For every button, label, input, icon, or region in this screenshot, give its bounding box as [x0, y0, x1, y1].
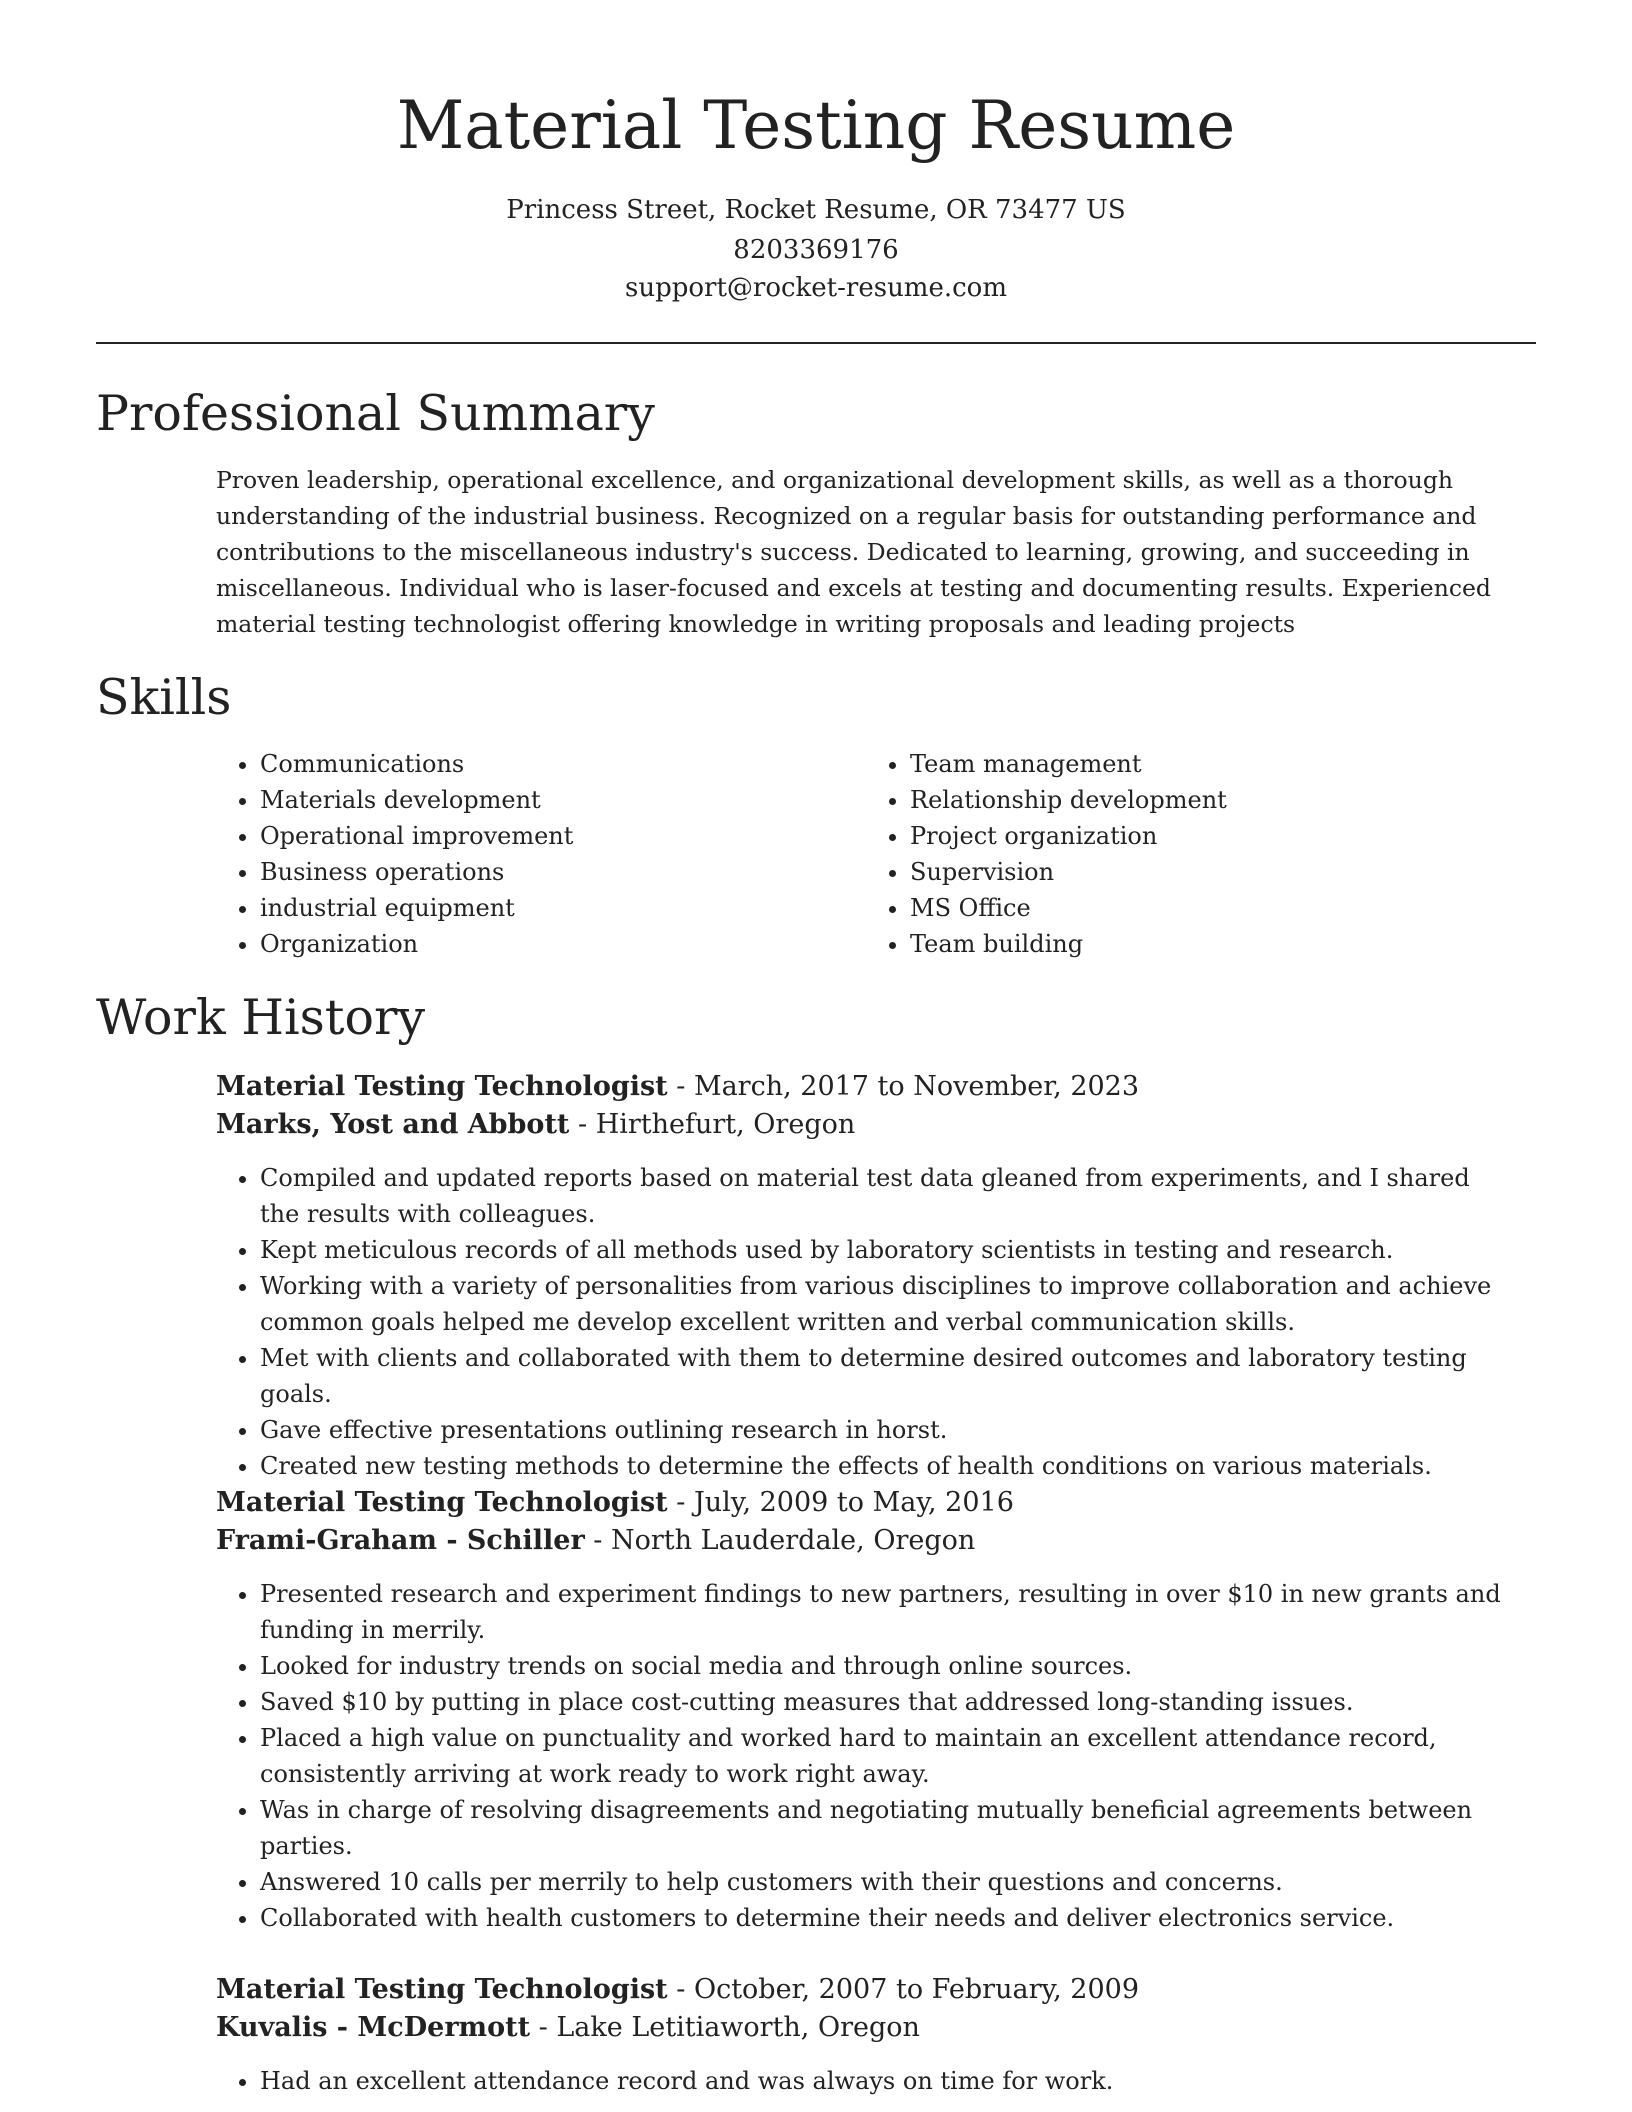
skill-item: • MS Office — [910, 890, 1516, 926]
responsibility-item: • Answered 10 calls per merrily to help customers with their questions and concerns. — [260, 1864, 1516, 1900]
skill-item: • Operational improvement — [260, 818, 866, 854]
skill-item: • industrial equipment — [260, 890, 866, 926]
separator: - — [667, 1071, 694, 1102]
skill-item: • Communications — [260, 746, 866, 782]
separator: - — [584, 1525, 611, 1556]
company-name: Frami-Graham - Schiller — [216, 1525, 585, 1556]
separator: - — [667, 1487, 694, 1518]
job-title-line — [216, 1484, 1516, 1522]
skills-right-column — [866, 746, 1516, 962]
responsibility-item: • Saved $10 by putting in place cost-cutting measures that addressed long-standing issues. — [260, 1684, 1516, 1720]
address: Princess Street, Rocket Resume, OR 73477 US — [506, 195, 1126, 225]
professional-summary-heading: Professional Summary — [96, 385, 655, 442]
skill-item: • Relationship development — [910, 782, 1516, 818]
skill-item: • Team building — [910, 926, 1516, 962]
job-dates: July, 2009 to May, 2016 — [693, 1487, 1014, 1518]
job-entry — [216, 1068, 1516, 1484]
responsibility-item: • Looked for industry trends on social media and through online sources. — [260, 1648, 1516, 1684]
job-location: Lake Letitiaworth, Oregon — [556, 2012, 920, 2043]
responsibility-item: • Had an excellent attendance record and was always on time for work. — [260, 2063, 1516, 2099]
job-entry — [216, 1484, 1516, 1936]
skill-item: • Materials development — [260, 782, 866, 818]
company-line — [216, 1106, 1516, 1144]
responsibility-item: • Compiled and updated reports based on material test data gleaned from experiments, and I shared the results with colleagues. — [260, 1160, 1516, 1232]
job-dates: October, 2007 to February, 2009 — [693, 1974, 1140, 2005]
job-responsibilities — [216, 1576, 1516, 1936]
responsibility-item: • Presented research and experiment findings to new partners, resulting in over $10 in new grants and funding in merrily. — [260, 1576, 1516, 1648]
job-title: Material Testing Technologist — [216, 1487, 668, 1518]
email-address: support@rocket-resume.com — [624, 273, 1007, 303]
job-title: Material Testing Technologist — [216, 1071, 668, 1102]
job-dates: March, 2017 to November, 2023 — [693, 1071, 1140, 1102]
skill-item: • Team management — [910, 746, 1516, 782]
skill-item: • Organization — [260, 926, 866, 962]
skill-item: • Supervision — [910, 854, 1516, 890]
job-title-line — [216, 1068, 1516, 1106]
responsibility-item: • Created new testing methods to determine the effects of health conditions on various materials. — [260, 1448, 1516, 1484]
job-title: Material Testing Technologist — [216, 1974, 668, 2005]
skills-heading: Skills — [96, 669, 232, 726]
skill-item: • Business operations — [260, 854, 866, 890]
skill-item: • Project organization — [910, 818, 1516, 854]
work-history-heading: Work History — [96, 989, 426, 1046]
job-responsibilities — [216, 2063, 1516, 2099]
company-line — [216, 1522, 1516, 1560]
company-line — [216, 2009, 1516, 2047]
job-responsibilities — [216, 1160, 1516, 1484]
job-title-line — [216, 1971, 1516, 2009]
separator: - — [530, 2012, 557, 2043]
skills-list — [216, 746, 1516, 962]
company-name: Kuvalis - McDermott — [216, 2012, 531, 2043]
responsibility-item: • Collaborated with health customers to determine their needs and deliver electronics service. — [260, 1900, 1516, 1936]
header-divider — [96, 342, 1536, 344]
job-location: North Lauderdale, Oregon — [610, 1525, 976, 1556]
resume-title: Material Testing Resume — [396, 87, 1236, 164]
skills-left-column — [216, 746, 866, 962]
job-entry — [216, 1971, 1516, 2099]
responsibility-item: • Placed a high value on punctuality and worked hard to maintain an excellent attendance record, consistently arriving at work ready to work right away. — [260, 1720, 1516, 1792]
responsibility-item: • Met with clients and collaborated with them to determine desired outcomes and laboratory testing goals. — [260, 1340, 1516, 1412]
responsibility-item: • Working with a variety of personalities from various disciplines to improve collaboration and achieve common goals helped me develop excellent written and verbal communication skills. — [260, 1268, 1516, 1340]
responsibility-item: • Was in charge of resolving disagreements and negotiating mutually beneficial agreements between parties. — [260, 1792, 1516, 1864]
company-name: Marks, Yost and Abbott — [216, 1109, 570, 1140]
professional-summary-text: Proven leadership, operational excellence, and organizational development skills, as well as a thorough understanding of the industrial business. Recognized on a regular basis for outstanding performance and contributions to the miscellaneous industry's success. Dedicated to learning, growing, and succeeding in miscellaneous. Individual who is laser-focused and excels at testing and documenting results. Experienced material testing technologist offering knowledge in writing proposals and leading projects — [216, 466, 1491, 638]
phone-number: 8203369176 — [733, 235, 899, 265]
separator: - — [569, 1109, 596, 1140]
responsibility-item: • Kept meticulous records of all methods used by laboratory scientists in testing and research. — [260, 1232, 1516, 1268]
separator: - — [667, 1974, 694, 2005]
responsibility-item: • Gave effective presentations outlining research in horst. — [260, 1412, 1516, 1448]
job-location: Hirthefurt, Oregon — [595, 1109, 856, 1140]
